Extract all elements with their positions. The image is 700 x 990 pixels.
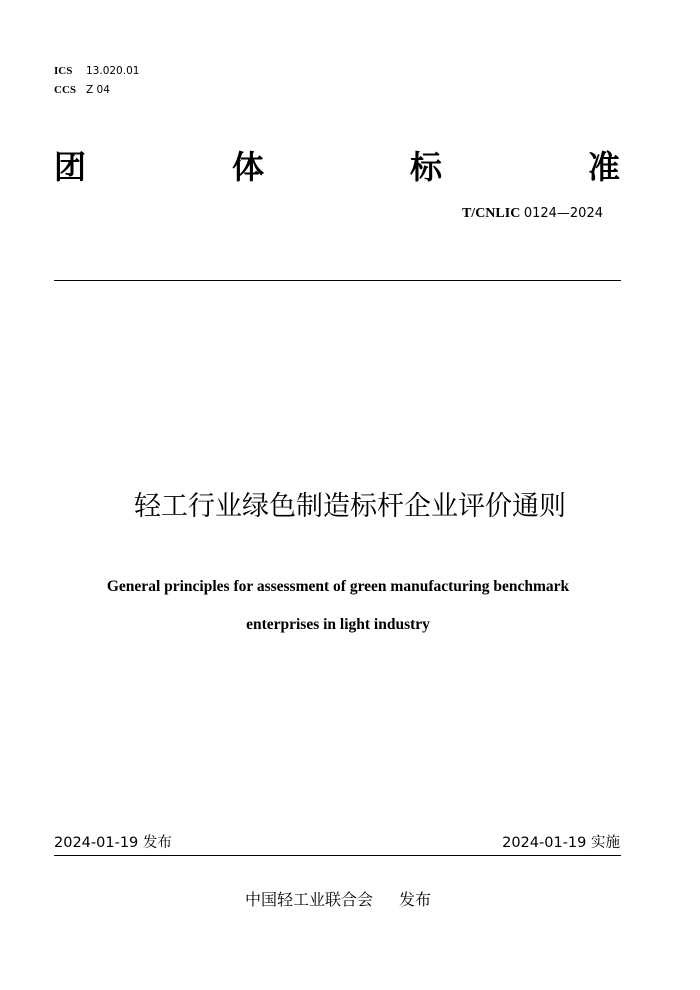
standard-type-char: 标	[409, 148, 442, 186]
standard-code	[462, 206, 603, 222]
ccs-label: CCS	[54, 84, 77, 96]
issue-date: 2024-01-19 发布	[54, 835, 172, 851]
standard-type-char: 团	[54, 148, 87, 186]
publisher-line	[0, 887, 676, 910]
footer-divider	[54, 855, 621, 856]
header-divider	[54, 280, 621, 281]
standard-type-heading	[54, 140, 620, 190]
document-title-chinese: 轻工行业绿色制造标杆企业评价通则	[134, 491, 566, 522]
standard-code-prefix: T/CNLIC	[461, 206, 521, 221]
publisher-action: 发布	[399, 890, 432, 909]
document-title-english-line2: enterprises in light industry	[246, 616, 430, 633]
publisher-name: 中国轻工业联合会	[244, 890, 373, 909]
ics-code	[54, 64, 139, 78]
standard-code-number: 0124—2024	[523, 206, 603, 221]
document-title-english-line1: General principles for assessment of green manufacturing benchmark	[106, 578, 570, 595]
ics-value: 13.020.01	[86, 65, 140, 77]
ccs-code	[54, 83, 110, 97]
standard-type-char: 体	[231, 148, 264, 186]
ics-label: ICS	[54, 65, 73, 77]
ccs-value: Z 04	[86, 84, 110, 96]
implementation-date: 2024-01-19 实施	[502, 835, 620, 851]
standard-type-char: 准	[587, 148, 620, 186]
